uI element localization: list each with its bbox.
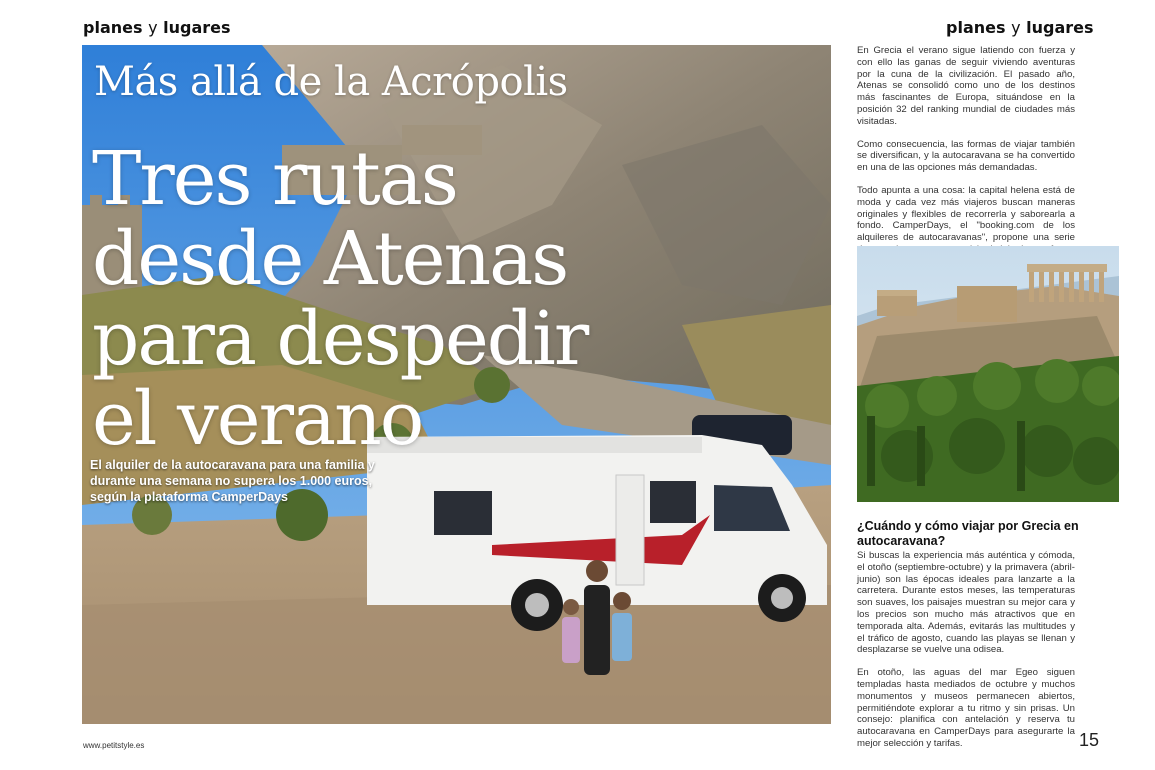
- paragraph: Todo apunta a una cosa: la capital helena está de moda y cada vez más viajeros buscan maneras originales y flexibles de recorrerla y saborearla a fondo. CamperDays, el "booking.com de los alquileres de autocaravanas", propone una serie: [857, 184, 1075, 244]
- section-word-a: planes: [946, 18, 1006, 37]
- acropolis-photo: [857, 246, 1119, 502]
- section-word-b: lugares: [1026, 18, 1094, 37]
- paragraph: Si buscas la experiencia más auténtica y cómoda, el otoño (septiembre-octubre) y la primavera (abril-junio) son las épocas ideales para lanzarte a la carretera. Durante estos meses, las temperaturas son suaves, los paisajes muestran su mejor cara y los precios son mucho más atractivos que en temporada alta. Además, evitarás las multitudes y el tráfico de agosto, cuando las playas se llenan y desplazarse se vuelve una odisea.: [857, 550, 1075, 656]
- hero-photo: [82, 45, 831, 724]
- section-tag-right: [946, 18, 1094, 37]
- deck-text: El alquiler de la autocaravana para una familia y durante una semana no supera los 1.000 euros, según la plataforma CamperDays: [90, 458, 375, 504]
- body-column-top: [857, 45, 1075, 279]
- section-word-a: planes: [83, 18, 143, 37]
- kicker-title: Más allá de la Acrópolis: [94, 59, 568, 105]
- body-column-bottom: [857, 550, 1075, 761]
- section-connector: y: [1011, 18, 1021, 37]
- headline-line: Tres rutas: [92, 136, 457, 222]
- section-connector: y: [148, 18, 158, 37]
- acropolis-illustration: [857, 246, 1119, 502]
- section-word-b: lugares: [163, 18, 231, 37]
- headline-line: para despedir: [92, 296, 588, 382]
- headline: [92, 136, 652, 462]
- page-number: 15: [1079, 730, 1100, 750]
- headline-line: el verano: [92, 376, 423, 462]
- paragraph: Como consecuencia, las formas de viajar también se diversifican, y la autocaravana se ha convertido en una de las opciones más demandadas.: [857, 138, 1075, 174]
- subhead: ¿Cuándo y cómo viajar por Grecia en autocaravana?: [857, 519, 1079, 548]
- headline-line: desde Atenas: [92, 216, 568, 302]
- paragraph: En otoño, las aguas del mar Egeo siguen templadas hasta mediados de octubre y muchos monumentos y museos permanecen abiertos, permitiéndote explorar a tu ritmo y sin prisas. Un consejo: planifica con antelación y reserva tu autocaravana en CamperDays para asegurarte la mejor selección y tarifas.: [857, 667, 1075, 749]
- section-tag-left: [83, 18, 231, 37]
- paragraph: En Grecia el verano sigue latiendo con fuerza y con ello las ganas de seguir viviendo aventuras por la cuna de la civilización. El pasado año, Atenas se consolidó como uno de los destinos más fascinantes de Europa, situándose en la posición 32 del ranking mundial de ciudades más visitadas.: [857, 45, 1075, 127]
- footer-url: www.petitstyle.es: [83, 741, 145, 750]
